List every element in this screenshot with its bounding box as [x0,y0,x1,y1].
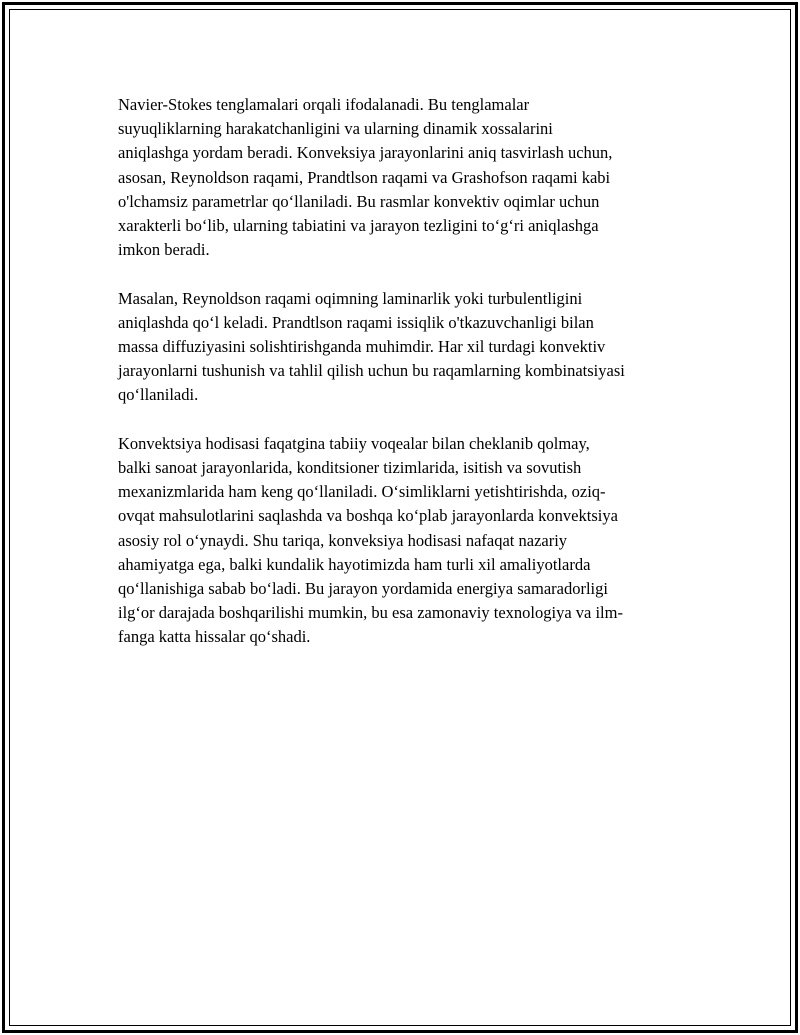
paragraph-2: Masalan, Reynoldson raqami oqimning laminarlik yoki turbulentligini aniqlashda qo‘l keladi. Prandtlson raqami issiqlik o'tkazuvchanligi bilan massa diffuziyasini solishtirishganda muhimdir. Har xil turdagi konvektiv jarayonlarni tushunish va tahlil qilish uchun bu raqamlarning kombinatsiyasi qo‘llaniladi. [118,288,625,405]
paragraph-3: Konvektsiya hodisasi faqatgina tabiiy voqealar bilan cheklanib qolmay, balki sanoat jarayonlarida, konditsioner tizimlarida, isitish va sovutish mexanizmlarida ham keng qo‘llaniladi. O‘simliklarni yetishtirishda, oziq- ovqat mahsulotlarini saqlashda va boshqa ko‘plab jarayonlarda konvektsiya asosiy rol o‘ynaydi. Shu tariqa, konveksiya hodisasi nafaqat nazariy ahamiyatga ega, balki kundalik hayotimizda ham turli xil amaliyotlarda qo‘llanishiga sabab bo‘ladi. Bu jarayon yordamida energiya samaradorligi ilg‘or darajada boshqarilishi mumkin, bu esa zamonaviy texnologiya va ilm- fanga katta hissalar qo‘shadi. [118,433,623,647]
document-body [118,93,688,674]
paragraph-1: Navier-Stokes tenglamalari orqali ifodalanadi. Bu tenglamalar suyuqliklarning harakatchanligini va ularning dinamik xossalarini aniqlashga yordam beradi. Konveksiya jarayonlarini aniq tasvirlash uchun, asosan, Reynoldson raqami, Prandtlson raqami va Grashofson raqami kabi o'lchamsiz parametrlar qo‘llaniladi. Bu rasmlar konvektiv oqimlar uchun xarakterli bo‘lib, ularning tabiatini va jarayon tezligini to‘g‘ri aniqlashga imkon beradi. [118,95,613,260]
